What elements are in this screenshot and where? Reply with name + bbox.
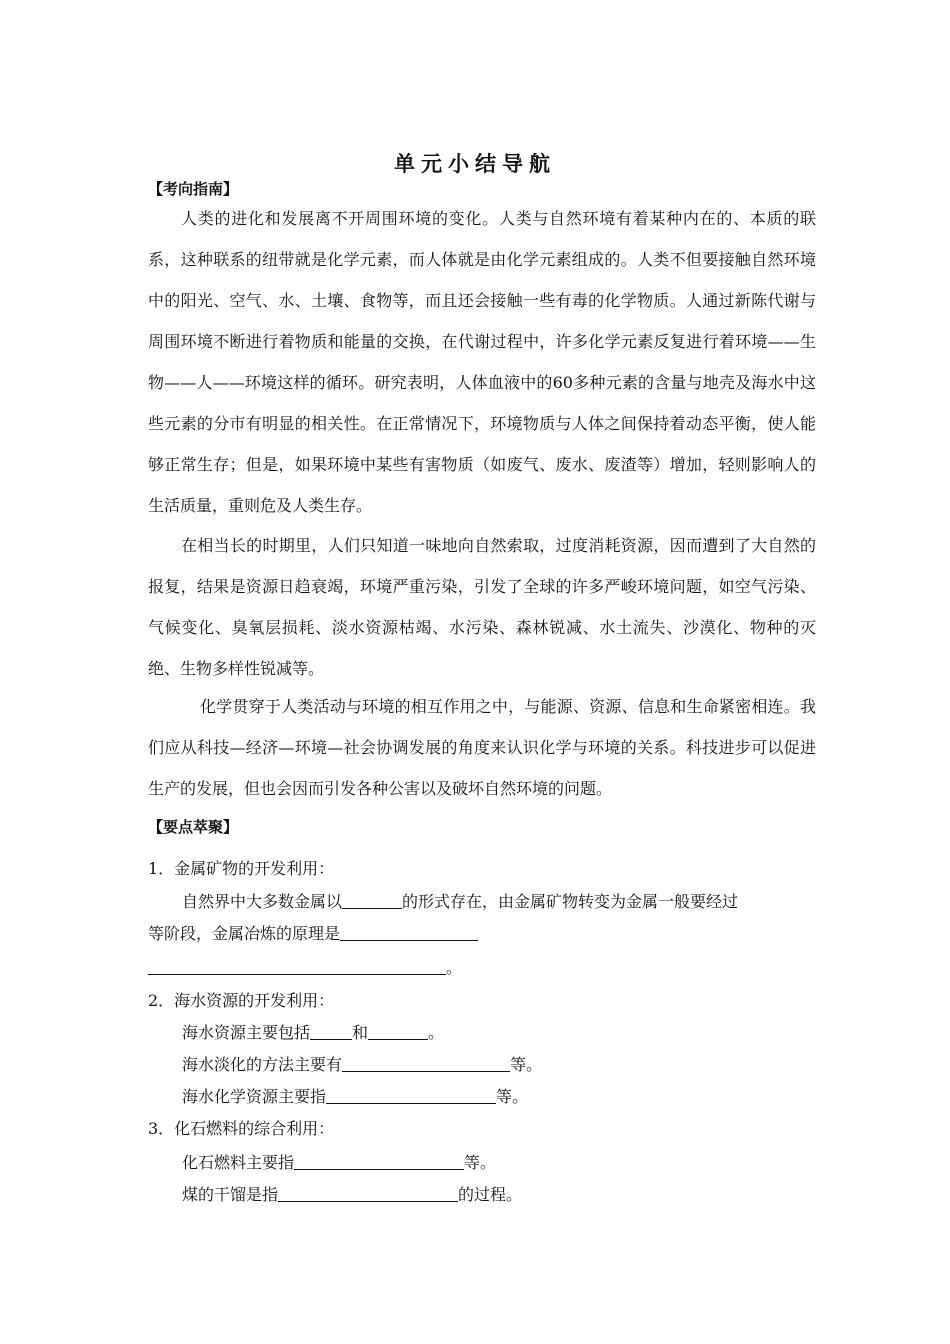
item-3-line-2 <box>182 1184 522 1206</box>
fill-blank <box>278 1184 458 1202</box>
item-2-line-3-text-a: 海水化学资源主要指 <box>182 1087 327 1106</box>
item-3-title: 3．化石燃料的综合利用： <box>148 1119 335 1138</box>
item-2-title: 2．海水资源的开发利用： <box>148 991 335 1010</box>
fill-blank <box>148 957 446 975</box>
item-1-line-3-end: 。 <box>446 958 463 977</box>
item-2-line-3-text-b: 等。 <box>496 1087 529 1106</box>
fill-blank <box>340 923 478 941</box>
guide-paragraph-3: 化学贯穿于人类活动与环境的相互作用之中，与能源、资源、信息和生命紧密相连。我们应从科技—经济—环境—社会协调发展的角度来认识化学与环境的关系。科技进步可以促进生产的发展，但也会因而引发各种公害以及破坏自然环境的问题。 <box>148 697 816 798</box>
fill-blank <box>342 1054 510 1072</box>
item-1-title: 1．金属矿物的开发利用： <box>148 859 335 878</box>
item-2-line-3 <box>182 1086 528 1108</box>
guide-paragraph-1: 人类的进化和发展离不开周围环境的变化。人类与自然环境有着某种内在的、本质的联系，这种联系的纽带就是化学元素，而人体就是由化学元素组成的。人类不但要接触自然环境中的阳光、空气、水、土壤、食物等，而且还会接触一些有毒的化学物质。人通过新陈代谢与周围环境不断进行着物质和能量的交换，在代谢过程中，许多化学元素反复进行着环境——生物——人——环境这样的循环。研究表明，人体血液中的60多种元素的含量与地壳及海水中这些元素的分市有明显的相关性。在正常情况下，环境物质与人体之间保持着动态平衡，使人能够正常生存；但是，如果环境中某些有害物质（如废气、废水、废渣等）增加，轻则影响人的生活质量，重则危及人类生存。 <box>148 209 816 515</box>
item-2-line-2-text-a: 海水淡化的方法主要有 <box>182 1055 343 1074</box>
item-1-line-1 <box>182 891 738 913</box>
item-1-line-1-text-b: 的形式存在，由金属矿物转变为金属一般要经过 <box>402 892 739 911</box>
fill-blank <box>368 1022 428 1040</box>
section-heading-guide: 【考向指南】 <box>148 180 239 198</box>
item-2-line-1-text-a: 海水资源主要包括 <box>182 1023 311 1042</box>
item-3-line-2-text-b: 的过程。 <box>458 1185 523 1204</box>
item-2-line-1-text-c: 。 <box>428 1023 445 1042</box>
guide-paragraph-2: 在相当长的时期里，人们只知道一味地向自然索取，过度消耗资源，因而遭到了大自然的报复，结果是资源日趋衰竭，环境严重污染，引发了全球的许多严峻环境问题，如空气污染、气候变化、臭氧层损耗、淡水资源枯竭、水污染、森林锐减、水土流失、沙漠化、物种的灭绝、生物多样性锐减等。 <box>148 536 816 678</box>
item-3-line-1-text-a: 化石燃料主要指 <box>182 1153 295 1172</box>
item-2-line-1 <box>182 1022 444 1044</box>
fill-blank <box>326 1086 496 1104</box>
fill-blank <box>310 1022 352 1040</box>
fill-blank <box>294 1152 464 1170</box>
item-3-line-2-text-a: 煤的干馏是指 <box>182 1185 279 1204</box>
item-2-line-1-text-b: 和 <box>352 1023 369 1042</box>
item-1-line-1-text-a: 自然界中大多数金属以 <box>182 892 343 911</box>
section-heading-points: 【要点萃聚】 <box>148 818 239 836</box>
item-1-line-2-text: 等阶段，金属冶炼的原理是 <box>148 924 341 943</box>
item-2-line-2-text-b: 等。 <box>510 1055 543 1074</box>
item-2-line-2 <box>182 1054 542 1076</box>
item-1-line-2 <box>148 923 478 945</box>
item-1-line-3 <box>148 957 462 979</box>
item-3-line-1-text-b: 等。 <box>464 1153 497 1172</box>
item-3-line-1 <box>182 1152 496 1174</box>
fill-blank <box>342 891 402 909</box>
page-title: 单元小结导航 <box>394 152 556 176</box>
